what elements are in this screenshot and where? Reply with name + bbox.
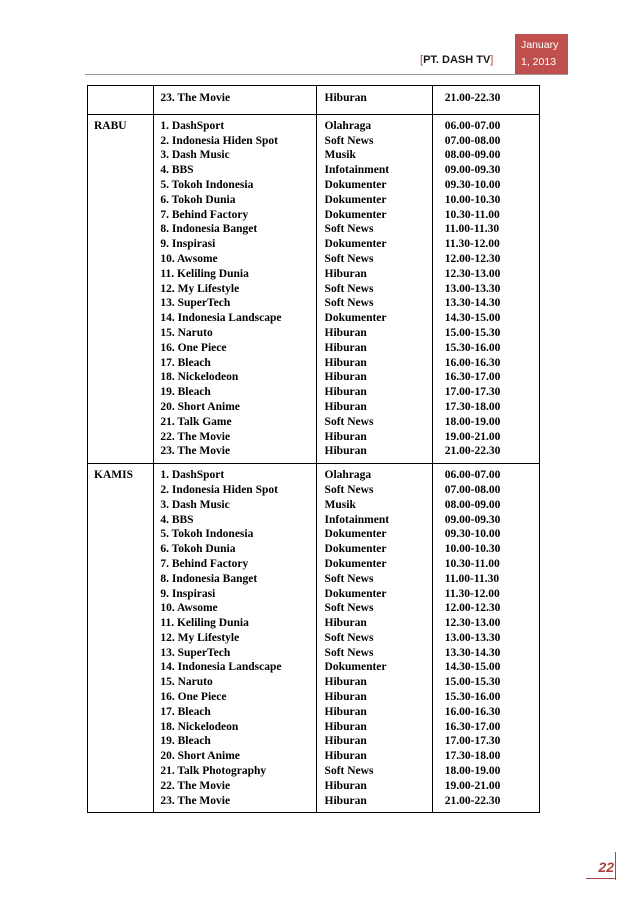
program-name: 17. Bleach bbox=[160, 705, 211, 718]
program-genre: Dokumenter bbox=[324, 543, 387, 556]
program-name: 13. SuperTech bbox=[160, 646, 231, 659]
program-name: 22. The Movie bbox=[160, 430, 231, 443]
program-time: 16.30-17.00 bbox=[444, 371, 501, 384]
program-name: 1. DashSport bbox=[160, 119, 225, 132]
schedule-row bbox=[88, 114, 540, 463]
program-genre: Soft News bbox=[324, 252, 374, 265]
genre-cell bbox=[316, 86, 432, 115]
date-day-year: 1, 2013 bbox=[521, 56, 557, 68]
program-genre: Dokumenter bbox=[324, 661, 387, 674]
program-name: 3. Dash Music bbox=[160, 149, 230, 162]
program-time: 10.00-10.30 bbox=[444, 193, 501, 206]
program-time: 11.30-12.00 bbox=[444, 587, 500, 600]
program-time: 15.30-16.00 bbox=[444, 691, 501, 704]
program-time: 12.00-12.30 bbox=[444, 602, 501, 615]
program-time: 16.30-17.00 bbox=[444, 720, 501, 733]
program-time: 17.00-17.30 bbox=[444, 386, 501, 399]
program-time: 14.30-15.00 bbox=[444, 312, 501, 325]
program-name: 11. Keliling Dunia bbox=[160, 267, 249, 280]
program-name: 5. Tokoh Indonesia bbox=[160, 528, 254, 541]
program-name: 12. My Lifestyle bbox=[160, 282, 240, 295]
program-genre: Dokumenter bbox=[324, 178, 387, 191]
program-time: 16.00-16.30 bbox=[444, 356, 501, 369]
program-name: 20. Short Anime bbox=[160, 750, 240, 763]
schedule-body bbox=[88, 86, 540, 813]
program-genre: Hiburan bbox=[324, 705, 367, 718]
bracket-open: [ bbox=[420, 54, 424, 66]
day-cell bbox=[88, 86, 154, 115]
day-cell bbox=[88, 464, 154, 813]
program-genre: Dokumenter bbox=[324, 528, 387, 541]
program-time: 17.00-17.30 bbox=[444, 735, 501, 748]
genre-cell bbox=[316, 464, 432, 813]
program-genre: Dokumenter bbox=[324, 557, 387, 570]
program-genre: Soft News bbox=[324, 646, 374, 659]
program-time: 13.30-14.30 bbox=[444, 646, 501, 659]
program-name: 6. Tokoh Dunia bbox=[160, 543, 236, 556]
program-genre: Soft News bbox=[324, 282, 374, 295]
program-time: 12.30-13.00 bbox=[444, 267, 501, 280]
program-time: 11.00-11.30 bbox=[444, 223, 500, 236]
program-time: 13.00-13.30 bbox=[444, 631, 501, 644]
program-time: 12.30-13.00 bbox=[444, 617, 501, 630]
program-time: 13.00-13.30 bbox=[444, 282, 501, 295]
program-genre: Hiburan bbox=[324, 445, 367, 458]
program-time: 21.00-22.30 bbox=[444, 445, 501, 458]
program-genre: Hiburan bbox=[324, 617, 367, 630]
program-name: 21. Talk Game bbox=[160, 415, 232, 428]
program-time: 09.00-09.30 bbox=[444, 164, 501, 177]
program-time: 10.30-11.00 bbox=[444, 208, 500, 221]
time-cell bbox=[432, 464, 539, 813]
program-name: 18. Nickelodeon bbox=[160, 720, 239, 733]
program-genre: Musik bbox=[324, 149, 356, 162]
program-time: 19.00-21.00 bbox=[444, 779, 501, 792]
program-name: 21. Talk Photography bbox=[160, 765, 267, 778]
program-time: 09.30-10.00 bbox=[444, 528, 501, 541]
program-genre: Infotainment bbox=[324, 513, 390, 526]
program-name: 23. The Movie bbox=[160, 445, 231, 458]
program-name: 4. BBS bbox=[160, 164, 194, 177]
program-time: 06.00-07.00 bbox=[444, 119, 501, 132]
program-time: 21.00-22.30 bbox=[444, 794, 501, 807]
program-time: 10.30-11.00 bbox=[444, 557, 500, 570]
header-divider bbox=[85, 74, 568, 75]
program-name: 18. Nickelodeon bbox=[160, 371, 239, 384]
company-name: PT. DASH TV bbox=[423, 54, 491, 66]
program-genre: Hiburan bbox=[324, 691, 367, 704]
program-name: 13. SuperTech bbox=[160, 297, 231, 310]
program-name: 23. The Movie bbox=[160, 794, 231, 807]
program-genre: Hiburan bbox=[324, 267, 367, 280]
program-time: 21.00-22.30 bbox=[444, 92, 501, 104]
program-time: 19.00-21.00 bbox=[444, 430, 501, 443]
program-name: 16. One Piece bbox=[160, 691, 227, 704]
program-name: 10. Awsome bbox=[160, 602, 218, 615]
program-time: 18.00-19.00 bbox=[444, 415, 501, 428]
program-genre: Soft News bbox=[324, 765, 374, 778]
schedule-table bbox=[87, 85, 540, 813]
program-time: 12.00-12.30 bbox=[444, 252, 501, 265]
time-cell bbox=[432, 114, 539, 463]
program-name: 8. Indonesia Banget bbox=[160, 572, 258, 585]
program-time: 15.30-16.00 bbox=[444, 341, 501, 354]
program-cell bbox=[154, 464, 316, 813]
header-company bbox=[420, 54, 493, 66]
time-cell bbox=[432, 86, 539, 115]
program-name: 14. Indonesia Landscape bbox=[160, 661, 282, 674]
program-genre: Soft News bbox=[324, 134, 374, 147]
program-name: 2. Indonesia Hiden Spot bbox=[160, 134, 278, 147]
program-genre: Hiburan bbox=[324, 735, 367, 748]
program-genre: Soft News bbox=[324, 572, 374, 585]
program-genre: Musik bbox=[324, 498, 356, 511]
program-name: 7. Behind Factory bbox=[160, 208, 249, 221]
program-name: 16. One Piece bbox=[160, 341, 227, 354]
program-time: 18.00-19.00 bbox=[444, 765, 501, 778]
program-name: 23. The Movie bbox=[160, 92, 231, 104]
program-time: 11.00-11.30 bbox=[444, 572, 500, 585]
bracket-close: ] bbox=[490, 54, 494, 66]
program-name: 11. Keliling Dunia bbox=[160, 617, 249, 630]
program-cell bbox=[154, 86, 316, 115]
program-time: 08.00-09.00 bbox=[444, 498, 501, 511]
program-time: 14.30-15.00 bbox=[444, 661, 501, 674]
schedule-row bbox=[88, 464, 540, 813]
program-genre: Hiburan bbox=[324, 400, 367, 413]
program-genre: Soft News bbox=[324, 415, 374, 428]
program-time: 11.30-12.00 bbox=[444, 238, 500, 251]
program-name: 1. DashSport bbox=[160, 469, 225, 482]
program-genre: Hiburan bbox=[324, 676, 367, 689]
program-genre: Soft News bbox=[324, 483, 374, 496]
day-label bbox=[88, 86, 153, 91]
program-genre: Hiburan bbox=[324, 720, 367, 733]
program-name: 9. Inspirasi bbox=[160, 587, 216, 600]
program-name: 2. Indonesia Hiden Spot bbox=[160, 483, 278, 496]
program-time: 13.30-14.30 bbox=[444, 297, 501, 310]
program-name: 6. Tokoh Dunia bbox=[160, 193, 236, 206]
program-genre: Dokumenter bbox=[324, 587, 387, 600]
program-genre: Soft News bbox=[324, 631, 374, 644]
program-genre: Hiburan bbox=[324, 386, 367, 399]
program-time: 17.30-18.00 bbox=[444, 400, 501, 413]
program-genre: Soft News bbox=[324, 297, 374, 310]
program-name: 9. Inspirasi bbox=[160, 238, 216, 251]
program-time: 07.00-08.00 bbox=[444, 483, 501, 496]
date-month: January bbox=[521, 39, 559, 51]
day-cell bbox=[88, 114, 154, 463]
program-genre: Hiburan bbox=[324, 430, 367, 443]
program-name: 20. Short Anime bbox=[160, 400, 240, 413]
program-name: 17. Bleach bbox=[160, 356, 211, 369]
program-genre: Hiburan bbox=[324, 779, 367, 792]
program-name: 15. Naruto bbox=[160, 326, 213, 339]
program-time: 08.00-09.00 bbox=[444, 149, 501, 162]
program-time: 17.30-18.00 bbox=[444, 750, 501, 763]
program-name: 8. Indonesia Banget bbox=[160, 223, 258, 236]
program-name: 12. My Lifestyle bbox=[160, 631, 240, 644]
program-genre: Dokumenter bbox=[324, 312, 387, 325]
program-name: 5. Tokoh Indonesia bbox=[160, 178, 254, 191]
program-time: 16.00-16.30 bbox=[444, 705, 501, 718]
program-time: 15.00-15.30 bbox=[444, 676, 501, 689]
program-genre: Hiburan bbox=[324, 326, 367, 339]
program-genre: Soft News bbox=[324, 602, 374, 615]
program-genre: Hiburan bbox=[324, 750, 367, 763]
program-name: 3. Dash Music bbox=[160, 498, 230, 511]
program-name: 4. BBS bbox=[160, 513, 194, 526]
program-genre: Dokumenter bbox=[324, 208, 387, 221]
program-genre: Hiburan bbox=[324, 341, 367, 354]
program-name: 10. Awsome bbox=[160, 252, 218, 265]
program-genre: Soft News bbox=[324, 223, 374, 236]
program-name: 19. Bleach bbox=[160, 735, 211, 748]
day-label: KAMIS bbox=[94, 469, 133, 482]
program-time: 10.00-10.30 bbox=[444, 543, 501, 556]
program-genre: Infotainment bbox=[324, 164, 390, 177]
page-number-box bbox=[586, 852, 616, 882]
program-genre: Hiburan bbox=[324, 794, 367, 807]
program-time: 07.00-08.00 bbox=[444, 134, 501, 147]
page-number-rule bbox=[615, 852, 616, 880]
page-number: 22 bbox=[598, 859, 614, 875]
schedule-row bbox=[88, 86, 540, 115]
program-genre: Hiburan bbox=[324, 356, 367, 369]
header-date-box bbox=[515, 34, 568, 74]
program-time: 09.30-10.00 bbox=[444, 178, 501, 191]
program-name: 19. Bleach bbox=[160, 386, 211, 399]
program-time: 15.00-15.30 bbox=[444, 326, 501, 339]
program-genre: Olahraga bbox=[324, 469, 372, 482]
program-genre: Dokumenter bbox=[324, 238, 387, 251]
program-genre: Olahraga bbox=[324, 119, 372, 132]
program-name: 15. Naruto bbox=[160, 676, 213, 689]
program-cell bbox=[154, 114, 316, 463]
program-genre: Hiburan bbox=[324, 92, 367, 104]
program-genre: Hiburan bbox=[324, 371, 367, 384]
program-name: 14. Indonesia Landscape bbox=[160, 312, 282, 325]
program-name: 22. The Movie bbox=[160, 779, 231, 792]
program-time: 06.00-07.00 bbox=[444, 469, 501, 482]
page-number-underline bbox=[586, 878, 616, 879]
genre-cell bbox=[316, 114, 432, 463]
program-time: 09.00-09.30 bbox=[444, 513, 501, 526]
program-name: 7. Behind Factory bbox=[160, 557, 249, 570]
program-genre: Dokumenter bbox=[324, 193, 387, 206]
day-label: RABU bbox=[94, 119, 127, 132]
